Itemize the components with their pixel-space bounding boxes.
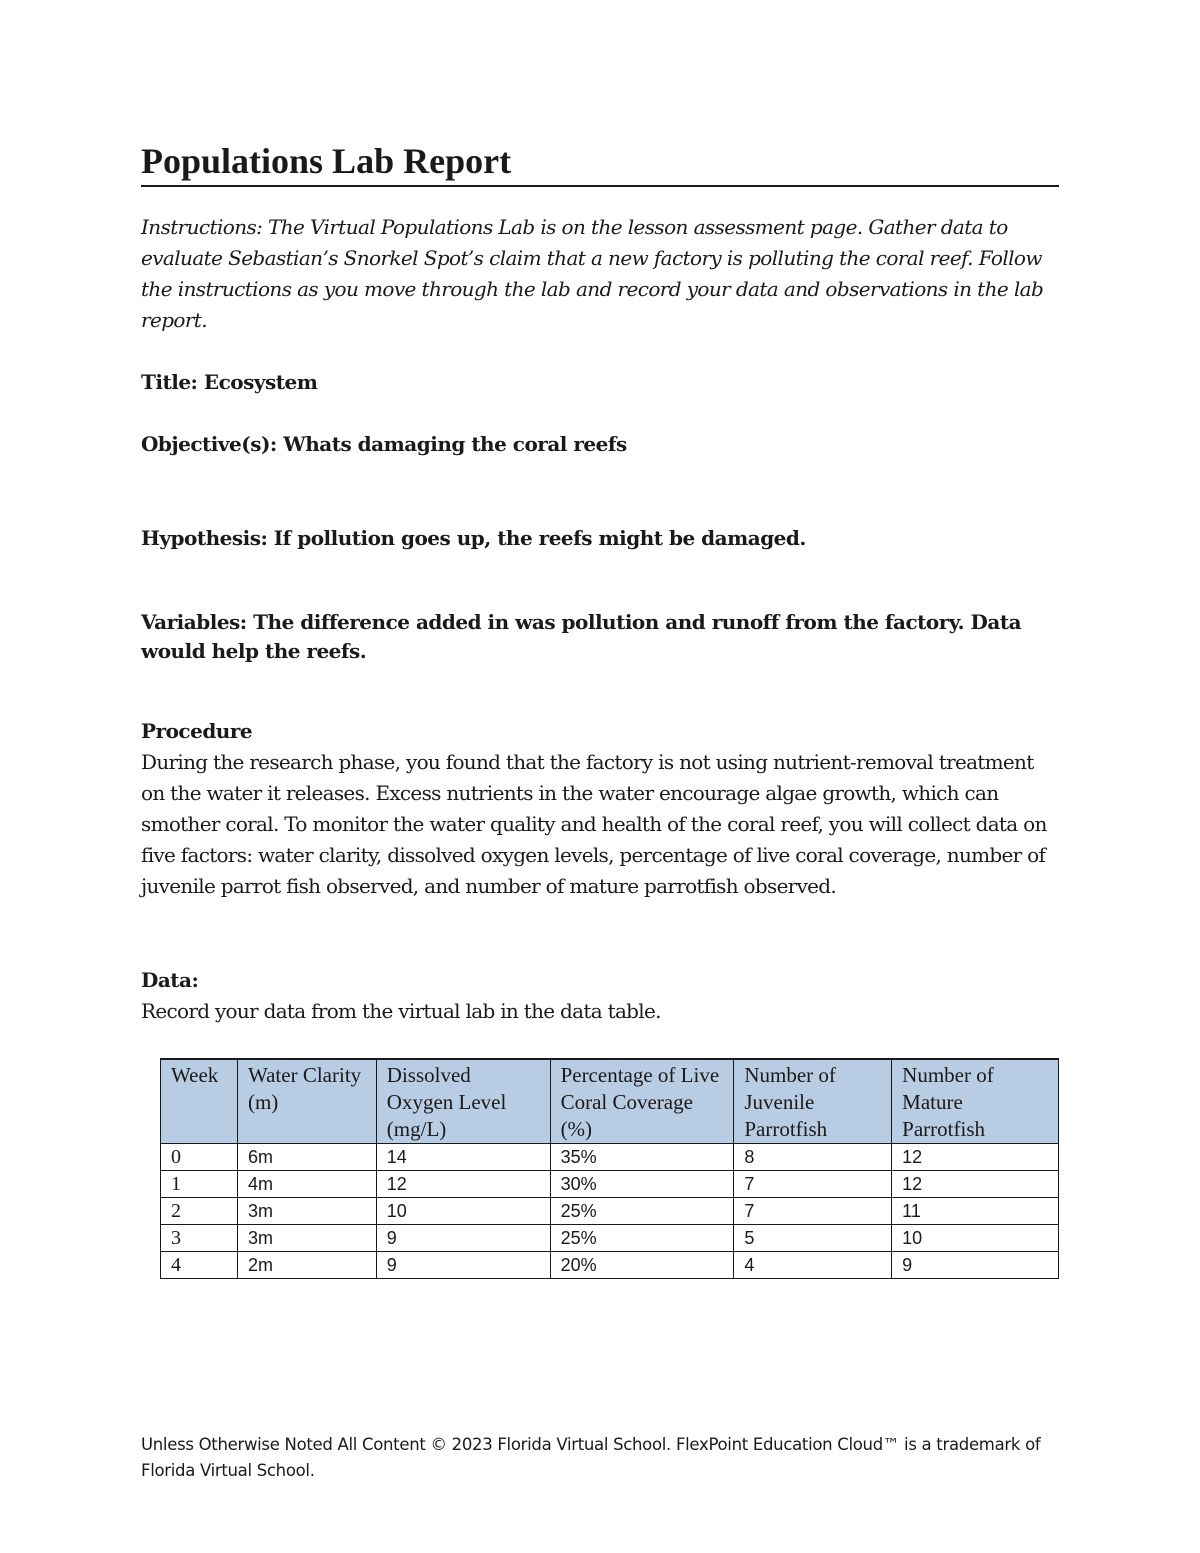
- procedure-heading: Procedure: [141, 719, 253, 743]
- cell-week: 2: [161, 1198, 238, 1225]
- data-heading: Data:: [141, 968, 199, 992]
- header-dissolved-oxygen: Dissolved Oxygen Level (mg/L): [376, 1059, 550, 1144]
- table-row: [161, 1252, 1059, 1279]
- data-table: [160, 1058, 1059, 1279]
- header-mature-parrotfish: Number of Mature Parrotfish: [892, 1059, 1059, 1144]
- cell-dissolved-oxygen: 10: [376, 1198, 550, 1225]
- data-instruction: Record your data from the virtual lab in the data table.: [141, 999, 661, 1023]
- hypothesis-field: Hypothesis: If pollution goes up, the reefs might be damaged.: [141, 526, 806, 550]
- cell-week: 0: [161, 1144, 238, 1171]
- cell-juvenile-parrotfish: 8: [734, 1144, 892, 1171]
- cell-mature-parrotfish: 12: [892, 1171, 1059, 1198]
- cell-live-coral: 25%: [550, 1198, 734, 1225]
- objective-field: Objective(s): Whats damaging the coral reefs: [141, 432, 627, 456]
- cell-mature-parrotfish: 10: [892, 1225, 1059, 1252]
- cell-week: 1: [161, 1171, 238, 1198]
- title-field: Title: Ecosystem: [141, 370, 318, 394]
- cell-dissolved-oxygen: 9: [376, 1225, 550, 1252]
- cell-juvenile-parrotfish: 5: [734, 1225, 892, 1252]
- header-water-clarity: Water Clarity (m): [237, 1059, 376, 1144]
- cell-live-coral: 30%: [550, 1171, 734, 1198]
- header-week: Week: [161, 1059, 238, 1144]
- cell-water-clarity: 2m: [237, 1252, 376, 1279]
- cell-dissolved-oxygen: 14: [376, 1144, 550, 1171]
- cell-live-coral: 20%: [550, 1252, 734, 1279]
- cell-juvenile-parrotfish: 7: [734, 1198, 892, 1225]
- cell-week: 4: [161, 1252, 238, 1279]
- header-live-coral: Percentage of Live Coral Coverage (%): [550, 1059, 734, 1144]
- cell-live-coral: 25%: [550, 1225, 734, 1252]
- cell-juvenile-parrotfish: 4: [734, 1252, 892, 1279]
- procedure-paragraph: During the research phase, you found that the factory is not using nutrient-removal treatment on the water it releases. Excess nutrients in the water encourage algae growth, which can smother coral. To monitor the water quality and health of the coral reef, you will collect data on five factors: water clarity, dissolved oxygen levels, percentage of live coral coverage, number of juvenile parrot fish observed, and number of mature parrotfish observed.: [141, 750, 1047, 898]
- table-row: [161, 1144, 1059, 1171]
- table-row: [161, 1225, 1059, 1252]
- cell-dissolved-oxygen: 9: [376, 1252, 550, 1279]
- header-juvenile-parrotfish: Number of Juvenile Parrotfish: [734, 1059, 892, 1144]
- instructions-paragraph: Instructions: The Virtual Populations Lab is on the lesson assessment page. Gather data to evaluate Sebastian’s Snorkel Spot’s claim that a new factory is polluting the coral reef. Follow the instructions as you move through the lab and record your data and observations in the lab report.: [141, 215, 1044, 332]
- cell-mature-parrotfish: 12: [892, 1144, 1059, 1171]
- cell-mature-parrotfish: 11: [892, 1198, 1059, 1225]
- cell-mature-parrotfish: 9: [892, 1252, 1059, 1279]
- copyright-footer: Unless Otherwise Noted All Content © 2023 Florida Virtual School. FlexPoint Education Cloud™ is a trademark of Florida Virtual School.: [141, 1435, 1041, 1480]
- cell-juvenile-parrotfish: 7: [734, 1171, 892, 1198]
- cell-week: 3: [161, 1225, 238, 1252]
- variables-field: Variables: The difference added in was pollution and runoff from the factory. Data would help the reefs.: [141, 610, 1022, 663]
- cell-water-clarity: 3m: [237, 1225, 376, 1252]
- table-row: [161, 1198, 1059, 1225]
- cell-water-clarity: 6m: [237, 1144, 376, 1171]
- cell-live-coral: 35%: [550, 1144, 734, 1171]
- table-row: [161, 1171, 1059, 1198]
- document-title: Populations Lab Report: [141, 138, 1059, 187]
- cell-dissolved-oxygen: 12: [376, 1171, 550, 1198]
- cell-water-clarity: 4m: [237, 1171, 376, 1198]
- table-header-row: [161, 1059, 1059, 1144]
- cell-water-clarity: 3m: [237, 1198, 376, 1225]
